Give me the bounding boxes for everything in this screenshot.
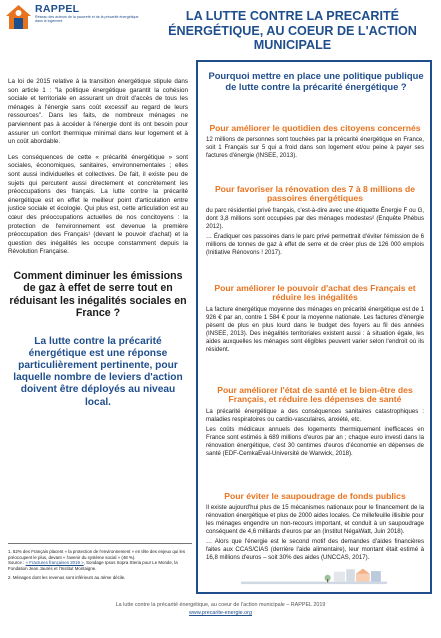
footnote-1-source-link[interactable]: « Fractures françaises 2019 » (25, 560, 84, 566)
footnote-1-source-rest: , Sondage Ipsos Sopra Steria pour Le Monde, la Fondation Jean Jaurès et l'Institut Montaigne. (8, 560, 178, 571)
section-text: La facture énergétique moyenne des ménages en précarité énergétique est de 1 926 € par an, contre 1 584 € pour la moyenne nationale. Les factures d'énergie pèsent de plus en plus lourd dans le budget des foyers au fil des années (INSEE, 2013). Des inégalités territoriales existent aussi : à situation égale, les aides auxquelles les ménages sont éligibles peuvent varier selon l'endroit où ils résident. (206, 305, 424, 353)
footnotes (8, 543, 192, 585)
consequences-paragraph: Les conséquences de cette « précarité énergétique » sont sociales, économiques, sanitaires, environnementales ; elles sont aussi individuelles et collectives. De fait, il existe peu de sujets qui percutent aussi directement et concrètement les préoccupations des français. La lutte contre la précarité énergétique est en effet le meilleur point d'articulation entre justice sociale et écologie. Qui plus est, cette articulation est au cœur des préoccupations actuelles de nos concitoyens : la protection de l'environnement est devenue la première préoccupation des Français¹ (devant le pouvoir d'achat) et la question des inégalités les occupe constamment depuis la Révolution Française. (8, 153, 188, 256)
section-text: La précarité énergétique a des conséquences sanitaires catastrophiques : maladies respiratoires ou cardio-vasculaires, anxiété, etc. (206, 407, 424, 423)
header (0, 0, 441, 60)
section-purchasing-power (206, 284, 424, 356)
footnote-1-text: 1. 52% des Français placent « la protection de l'environnement » en tête des enjeux qui les préoccupent le plus, devant « l'avenir du système social » (48 %). (8, 549, 186, 560)
section-health (206, 386, 424, 460)
key-answer: La lutte contre la précarité énergétique est une réponse particulièrement pertinente, pour laquelle nombre de leviers d'action doivent être déployés au niveau local. (13, 335, 183, 408)
section-heading: Pour éviter le saupoudrage de fonds publics (224, 491, 406, 501)
rappel-logo[interactable] (5, 3, 137, 33)
brand-name: RAPPEL (35, 3, 80, 15)
section-public-funds (206, 492, 424, 564)
footer-url-link[interactable]: www.precarite-energie.org (189, 610, 252, 616)
left-column (8, 78, 188, 409)
intro-paragraph: La loi de 2015 relative à la transition énergétique stipule dans son article 1 : "la politique énergétique garantit la cohésion sociale et territoriale en assurant un droit d'accès de tous les ménages à l'énergie sans coût excessif au regard de leurs ressources". Dans les faits, de nombreux ménages ne parviennent pas à accéder à l'énergie dont ils ont besoin pour assurer un confort thermique minimal dans leur logement et à un coût abordable. (8, 78, 188, 146)
section-text: 12 millions de personnes sont touchées par la précarité énergétique en France, soit 1 Français sur 5 qui a froid dans son logement et/ou peine à payer ses factures d'énergie (INSEE, 2013). (206, 136, 424, 160)
house-logo-icon (5, 4, 32, 30)
page-title: LA LUTTE CONTRE LA PRECARITÉ ÉNERGÉTIQUE, AU COEUR DE L'ACTION MUNICIPALE (168, 9, 417, 52)
footnote-2: 2. Ménages dont les revenus sont inférieurs au 4ème décile. (8, 575, 126, 581)
section-text: Il existe aujourd'hui plus de 15 mécanismes nationaux pour le financement de la rénovation énergétique et plus de 2000 aides locales. Ce millefeuille illisible pour les ménages engendre un non-recours important, et conduit à un saupoudrage conséquent de 4,6 milliards d'euros par an (Institut NégaWatt, Juin 2018). (206, 504, 424, 536)
section-heading: Pour améliorer l'état de santé et le bien-être des Français, et réduire les dépenses de santé (217, 385, 413, 405)
city-illustration (196, 568, 432, 594)
section-heading: Pour améliorer le quotidien des citoyens concernés (209, 123, 421, 133)
section-text-2: Les coûts médicaux annuels des logements thermiquement inefficaces en France sont estimés à 689 millions d'euros par an ; chaque euro investi dans la rénovation énergétique, c'est 30 centimes d'euros d'économie en dépenses de santé (EDF-CemkaEval-Université de Warwick, 2018). (206, 425, 424, 457)
footnote-1 (8, 549, 192, 571)
section-text-2: … Éradiquer ces passoires dans le parc privé permettrait d'éviter l'émission de 6 millions de tonnes de gaz à effet de serre et de créer plus de 126 000 emplois (Initiative Rénovons ! 2017). (206, 232, 424, 256)
section-renovation (206, 185, 424, 259)
footer-text: La lutte contre la précarité énergétique, au coeur de l'action municipale – RAPPEL 2019 (115, 602, 326, 608)
section-heading: Pour favoriser la rénovation des 7 à 8 millions de passoires énergétiques (214, 184, 416, 204)
footnote-1-source-prefix: Source : (8, 560, 26, 566)
section-text-2: … Alors que l'énergie est le second motif des demandes d'aides financières faites aux CCAS/CIAS (derrière l'aide alimentaire), leur montant était estimé à 16,8 millions d'euros – soit 30% des aides (UNCCAS, 2017). (206, 538, 424, 562)
why-policy-box (196, 60, 432, 594)
key-question: Comment diminuer les émissions de gaz à effet de serre tout en réduisant les inégalités sociales en France ? (9, 269, 187, 320)
box-title: Pourquoi mettre en place une politique publique de lutte contre la précarité énergétique ? (208, 70, 424, 92)
section-daily-life (206, 124, 424, 162)
brand-subtitle: Réseau des acteurs de la pauvreté et de la précarité énergétique dans le logement (35, 15, 139, 24)
section-heading: Pour améliorer le pouvoir d'achat des Français et réduire les inégalités (214, 283, 416, 303)
footer (0, 601, 441, 617)
section-text: du parc résidentiel privé français, c'est-à-dire avec une étiquette Énergie F ou G, dont 3,8 millions sont occupées par des ménages modestes² (Enquête Phébus 2012). (206, 206, 424, 230)
